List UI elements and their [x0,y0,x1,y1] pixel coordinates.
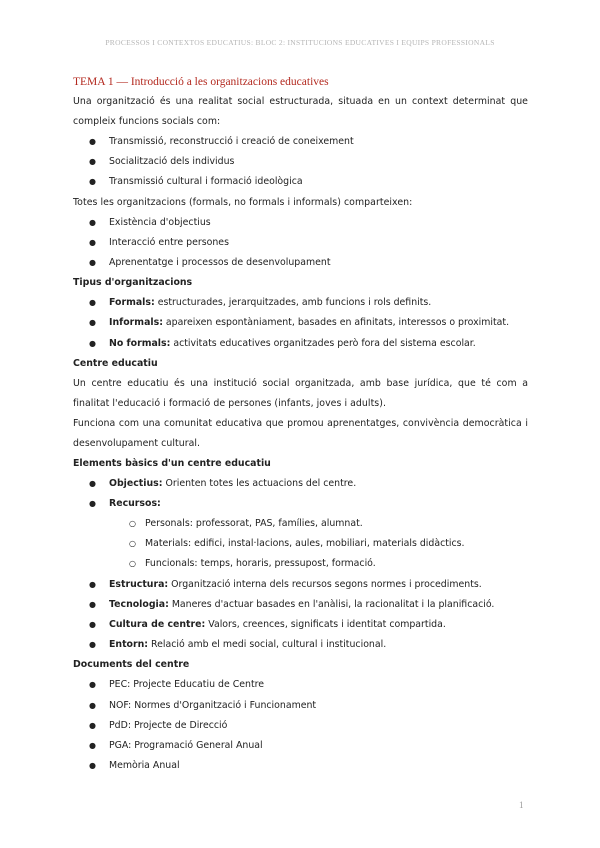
bullet-icon: ● [89,579,96,589]
circle-bullet-icon: ○ [129,559,136,569]
elements-heading: Elements bàsics d'un centre educatiu [73,457,271,469]
list-item: ● Cultura de centre: Valors, creences, significats i identitat compartida. [73,615,528,635]
bullet-icon: ● [89,298,96,308]
list-item: ● NOF: Normes d'Organització i Funcionament [73,696,528,716]
sub-list-item: ○ Materials: edifici, instal·lacions, aules, mobiliari, materials didàctics. [73,534,528,554]
types-list [73,293,528,354]
list-item: ● Recursos: [73,494,528,514]
section-title: TEMA 1 — Introducció a les organitzacions educatives [73,76,329,88]
list-item: ● Socialització dels individus [73,152,528,172]
list-item: ● Interacció entre persones [73,233,528,253]
documents-list [73,675,528,776]
bullet-icon: ● [89,217,96,227]
bullet-icon: ● [89,740,96,750]
bullet-icon: ● [89,720,96,730]
circle-bullet-icon: ○ [129,519,136,529]
running-header: PROCESSOS I CONTEXTOS EDUCATIUS: BLOC 2: INSTITUCIONS EDUCATIVES I EQUIPS PROFESSIONALS [105,38,495,47]
list-item: ● Aprenentatge i processos de desenvolupament [73,253,528,273]
list-item: ● Formals: estructurades, jerarquitzades, amb funcions i rols definits. [73,293,528,313]
centre-heading: Centre educatiu [73,357,158,369]
list-item: ● Existència d'objectius [73,213,528,233]
shared-intro: Totes les organitzacions (formals, no formals i informals) comparteixen: [73,196,413,208]
elements-list [73,474,528,656]
bullet-icon: ● [89,318,96,328]
functions-list [73,132,528,193]
shared-list [73,213,528,274]
bullet-icon: ● [89,680,96,690]
list-item: ● Memòria Anual [73,756,528,776]
list-item: ● PdD: Projecte de Direcció [73,716,528,736]
bullet-icon: ● [89,620,96,629]
bullet-icon: ● [89,177,96,187]
bullet-icon: ● [89,700,96,710]
circle-bullet-icon: ○ [129,539,136,549]
centre-paragraph-1: Un centre educatiu és una institució social organitzada, amb base jurídica, que té com a finalitat l'educació i formació de persones (infants, joves i adults). [73,377,528,409]
list-item: ● Entorn: Relació amb el medi social, cultural i institucional. [73,635,528,655]
list-item: ● Transmissió cultural i formació ideològica [73,172,528,192]
bullet-icon: ● [89,640,96,650]
list-item: ● Objectius: Orienten totes les actuacions del centre. [73,474,528,494]
bullet-icon: ● [89,338,96,348]
bullet-icon: ● [89,257,96,267]
sub-list-item: ○ Personals: professorat, PAS, famílies, alumnat. [73,514,528,534]
list-item: ● Estructura: Organització interna dels recursos segons normes i procediments. [73,575,528,595]
bullet-icon: ● [89,237,96,247]
page-number: 1 [519,800,524,810]
bullet-icon: ● [89,599,96,609]
bullet-icon: ● [89,478,96,488]
bullet-icon: ● [89,137,96,146]
bullet-icon: ● [89,498,96,508]
list-item: ● Informals: apareixen espontàniament, basades en afinitats, interessos o proximitat. [73,313,528,333]
list-item: ● No formals: activitats educatives organitzades però fora del sistema escolar. [73,334,528,354]
sub-list-item: ○ Funcionals: temps, horaris, pressupost, formació. [73,554,528,574]
documents-heading: Documents del centre [73,659,190,671]
list-item: ● PEC: Projecte Educatiu de Centre [73,675,528,695]
bullet-icon: ● [89,761,96,771]
centre-paragraph-2: Funciona com una comunitat educativa que promou aprenentatges, convivència democràtica i desenvolupament cultural. [73,417,528,449]
list-item: ● PGA: Programació General Anual [73,736,528,756]
list-item: ● Transmissió, reconstrucció i creació de coneixement [73,132,528,152]
document-body [73,72,528,776]
intro-paragraph: Una organització és una realitat social estructurada, situada en un context determinat que compleix funcions socials com: [73,96,528,127]
types-heading: Tipus d'organitzacions [73,277,193,289]
list-item: ● Tecnologia: Maneres d'actuar basades en l'anàlisi, la racionalitat i la planificació. [73,595,528,615]
bullet-icon: ● [89,157,96,167]
